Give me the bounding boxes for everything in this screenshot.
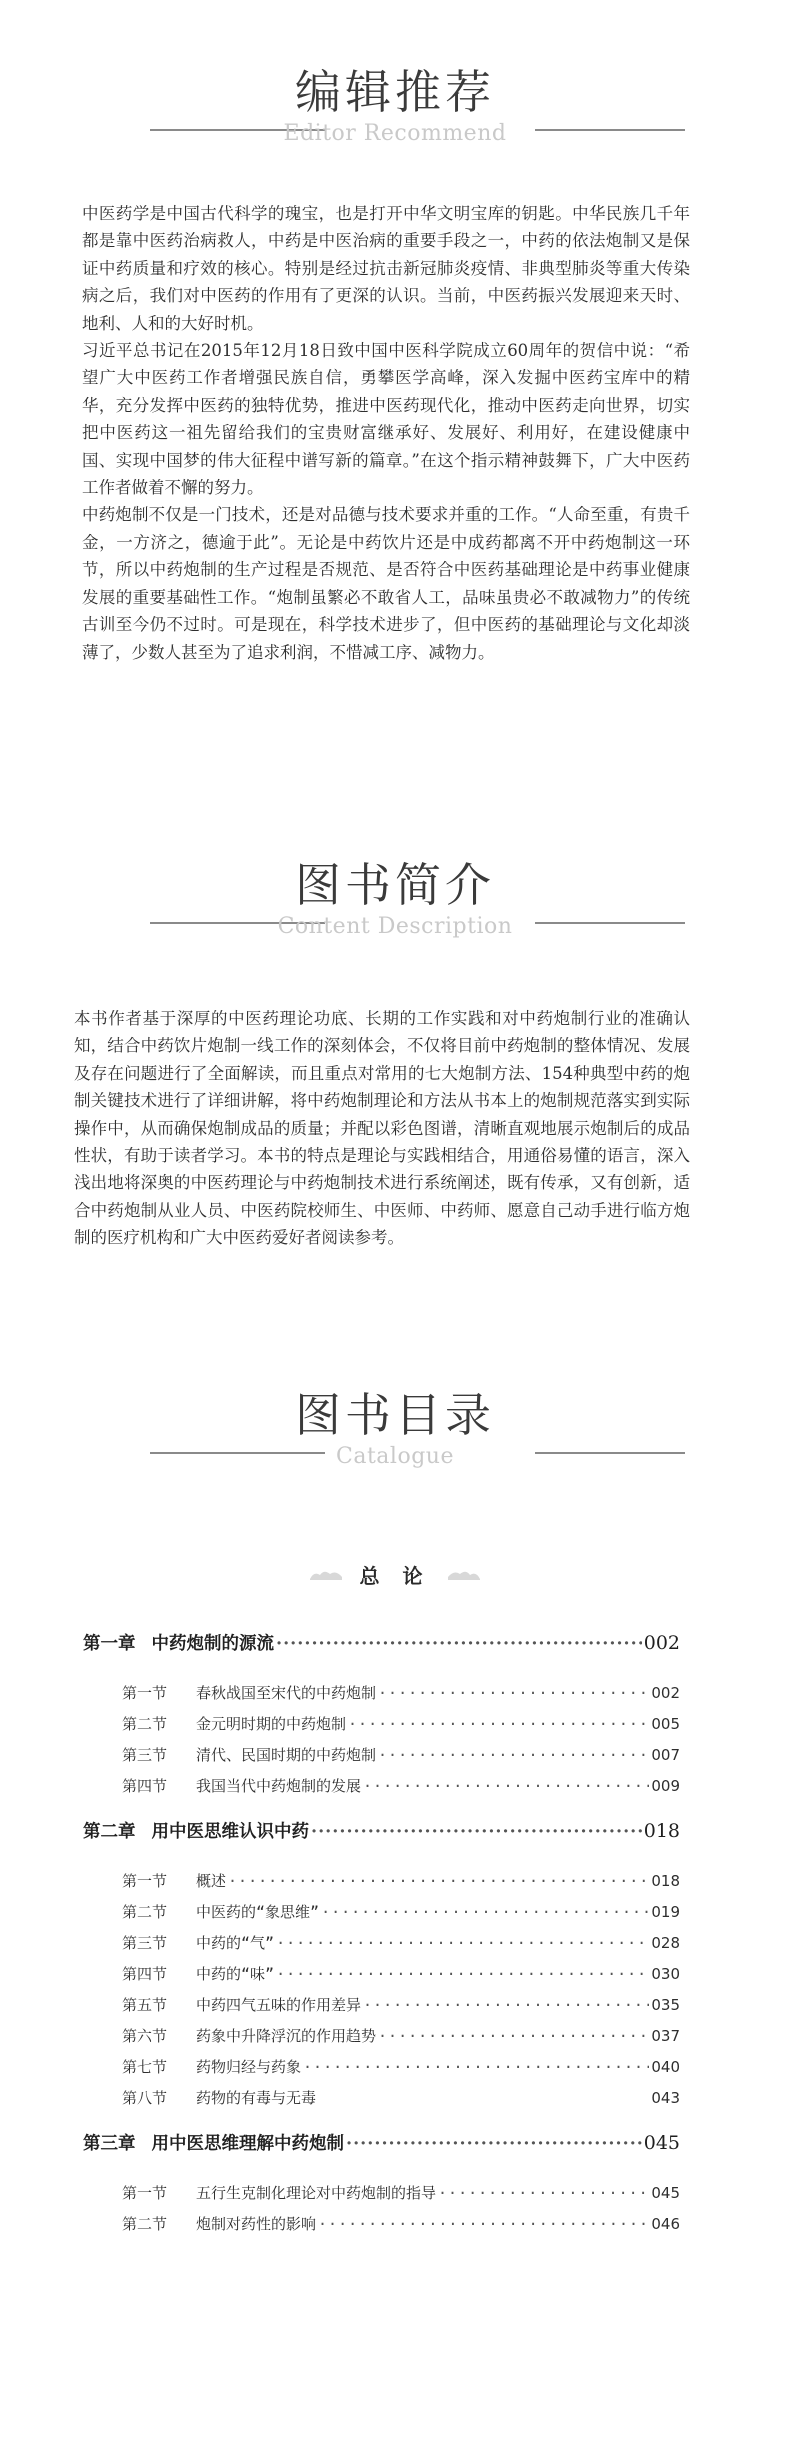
leader-dots — [311, 1822, 642, 1842]
section-number: 第七节 — [122, 2058, 168, 2076]
toc-section — [122, 1682, 680, 1703]
section-subtitle: Catalogue — [336, 1444, 454, 1469]
section-subtitle: Editor Recommend — [283, 121, 507, 146]
section-page: 040 — [651, 2058, 680, 2076]
section-title: 药物归经与药象 — [196, 2058, 302, 2076]
leader-dots — [363, 1777, 649, 1795]
toc-section — [122, 1963, 680, 1984]
section-title: 炮制对药性的影响 — [196, 2215, 317, 2233]
leader-dots — [346, 2134, 642, 2154]
toc-section — [122, 2056, 680, 2077]
paragraph: 中医药学是中国古代科学的瑰宝，也是打开中华文明宝库的钥匙。中华民族几千年都是靠中医药治病救人，中药是中医治病的重要手段之一，中药的依法炮制又是保证中药质量和疗效的核心。特别是经过抗击新冠肺炎疫情、非典型肺炎等重大传染病之后，我们对中医药的作用有了更深的认识。当前，中医药振兴发展迎来天时、地利、人和的大好时机。 — [82, 204, 690, 333]
chapter-title: 中药炮制的源流 — [151, 1634, 274, 1654]
section-title: 编辑推荐 — [295, 65, 495, 119]
section-subtitle: Content Description — [277, 914, 513, 939]
leader-dots — [228, 1872, 649, 1890]
section-title: 中药四气五味的作用差异 — [196, 1996, 362, 2014]
cloud-ornament-left-icon — [308, 1567, 344, 1583]
paragraph: 中药炮制不仅是一门技术，还是对品德与技术要求并重的工作。“人命至重，有贵千金，一方济之，德逾于此”。无论是中药饮片还是中成药都离不开中药炮制这一环节，所以中药炮制的生产过程是否规范、是否符合中医药基础理论是中药事业健康发展的重要基础性工作。“炮制虽繁必不敢省人工，品味虽贵必不敢减物力”的传统古训至今仍不过时。可是现在，科学技术进步了，但中医药的基础理论与文化却淡薄了，少数人甚至为了追求利润，不惜减工序、减物力。 — [82, 505, 690, 662]
section-title: 图书简介 — [295, 858, 495, 912]
section-page: 037 — [651, 2027, 680, 2045]
section-page: 028 — [651, 1934, 680, 1952]
leader-dots — [318, 2215, 649, 2233]
leader-dots — [276, 1965, 649, 1983]
section-page: 035 — [651, 1996, 680, 2014]
chapter-title: 用中医思维认识中药 — [151, 1822, 309, 1842]
toc-part-heading — [0, 1560, 790, 1590]
section-title: 中药的“味” — [196, 1965, 275, 1983]
section-number: 第三节 — [122, 1934, 168, 1952]
toc-section — [122, 1744, 680, 1765]
section-title: 概述 — [196, 1872, 227, 1890]
section-title: 药物的有毒与无毒 — [196, 2089, 317, 2107]
leader-dots — [378, 1684, 649, 1702]
toc-section — [122, 1901, 680, 1922]
section-page: 046 — [651, 2215, 680, 2233]
section-page: 043 — [651, 2089, 680, 2107]
leader-dots — [363, 1996, 649, 2014]
section-number: 第二节 — [122, 2215, 168, 2233]
section-title: 图书目录 — [295, 1388, 495, 1442]
content-description-header — [0, 855, 790, 945]
section-page: 045 — [651, 2184, 680, 2202]
section-page: 005 — [651, 1715, 680, 1733]
section-title: 清代、民国时期的中药炮制 — [196, 1746, 377, 1764]
section-number: 第八节 — [122, 2089, 168, 2107]
leader-dots — [378, 1746, 649, 1764]
section-number: 第四节 — [122, 1965, 168, 1983]
toc-chapter — [83, 2130, 680, 2155]
toc-section — [122, 2213, 680, 2234]
editor-recommend-header — [0, 62, 790, 152]
leader-dots — [348, 1715, 649, 1733]
chapter-page: 002 — [643, 1632, 680, 1654]
section-page: 009 — [651, 1777, 680, 1795]
leader-dots — [378, 2027, 649, 2045]
leader-dots — [438, 2184, 649, 2202]
section-page: 007 — [651, 1746, 680, 1764]
toc-section — [122, 1932, 680, 1953]
toc-section — [122, 1713, 680, 1734]
section-title: 我国当代中药炮制的发展 — [196, 1777, 362, 1795]
toc-section — [122, 2025, 680, 2046]
section-title: 药象中升降浮沉的作用趋势 — [196, 2027, 377, 2045]
section-number: 第一节 — [122, 1872, 168, 1890]
section-title: 金元明时期的中药炮制 — [196, 1715, 347, 1733]
section-title: 五行生克制化理论对中药炮制的指导 — [196, 2184, 437, 2202]
part-title: 总 论 — [359, 1564, 431, 1588]
section-page: 002 — [651, 1684, 680, 1702]
chapter-page: 018 — [643, 1820, 680, 1842]
toc-section — [122, 1775, 680, 1796]
leader-dots — [321, 1903, 649, 1921]
section-number: 第五节 — [122, 1996, 168, 2014]
section-page: 019 — [651, 1903, 680, 1921]
toc-section — [122, 1870, 680, 1891]
section-title: 春秋战国至宋代的中药炮制 — [196, 1684, 377, 1702]
content-description-text — [74, 1005, 690, 1252]
leader-dots — [276, 1934, 649, 1952]
section-number: 第一节 — [122, 2184, 168, 2202]
section-title: 中医药的“象思维” — [196, 1903, 320, 1921]
cloud-ornament-right-icon — [446, 1567, 482, 1583]
section-number: 第四节 — [122, 1777, 168, 1795]
toc-chapter — [83, 1818, 680, 1843]
toc-section — [122, 2087, 680, 2108]
chapter-number: 第二章 — [83, 1822, 136, 1842]
paragraph: 习近平总书记在2015年12月18日致中国中医科学院成立60周年的贺信中说：“希望广大中医药工作者增强民族自信，勇攀医学高峰，深入发掘中医药宝库中的精华，充分发挥中医药的独特优势，推进中医药现代化，推动中医药走向世界，切实把中医药这一祖先留给我们的宝贵财富继承好、发展好、利用好，在建设健康中国、实现中国梦的伟大征程中谱写新的篇章。”在这个指示精神鼓舞下，广大中医药工作者做着不懈的努力。 — [82, 341, 690, 498]
section-number: 第一节 — [122, 1684, 168, 1702]
leader-dots — [276, 1634, 642, 1654]
section-number: 第三节 — [122, 1746, 168, 1764]
section-number: 第二节 — [122, 1715, 168, 1733]
chapter-page: 045 — [643, 2132, 680, 2154]
toc-section — [122, 1994, 680, 2015]
leader-dots — [303, 2058, 649, 2076]
paragraph: 本书作者基于深厚的中医药理论功底、长期的工作实践和对中药炮制行业的准确认知，结合中药饮片炮制一线工作的深刻体会，不仅将目前中药炮制的整体情况、发展及存在问题进行了全面解读，而且重点对常用的七大炮制方法、154种典型中药的炮制关键技术进行了详细讲解，将中药炮制理论和方法从书本上的炮制规范落实到实际操作中，从而确保炮制成品的质量；并配以彩色图谱，清晰直观地展示炮制后的成品性状，有助于读者学习。本书的特点是理论与实践相结合，用通俗易懂的语言，深入浅出地将深奥的中医药理论与中药炮制技术进行系统阐述，既有传承，又有创新，适合中药炮制从业人员、中医药院校师生、中医师、中药师、愿意自己动手进行临方炮制的医疗机构和广大中医药爱好者阅读参考。 — [74, 1009, 690, 1248]
section-title: 中药的“气” — [196, 1934, 275, 1952]
section-page: 030 — [651, 1965, 680, 1983]
chapter-number: 第三章 — [83, 2134, 136, 2154]
editor-recommend-text — [82, 200, 690, 666]
section-page: 018 — [651, 1872, 680, 1890]
chapter-number: 第一章 — [83, 1634, 136, 1654]
toc-section — [122, 2182, 680, 2203]
toc-chapter — [83, 1630, 680, 1655]
catalogue-header — [0, 1385, 790, 1475]
section-number: 第二节 — [122, 1903, 168, 1921]
section-number: 第六节 — [122, 2027, 168, 2045]
chapter-title: 用中医思维理解中药炮制 — [151, 2134, 344, 2154]
